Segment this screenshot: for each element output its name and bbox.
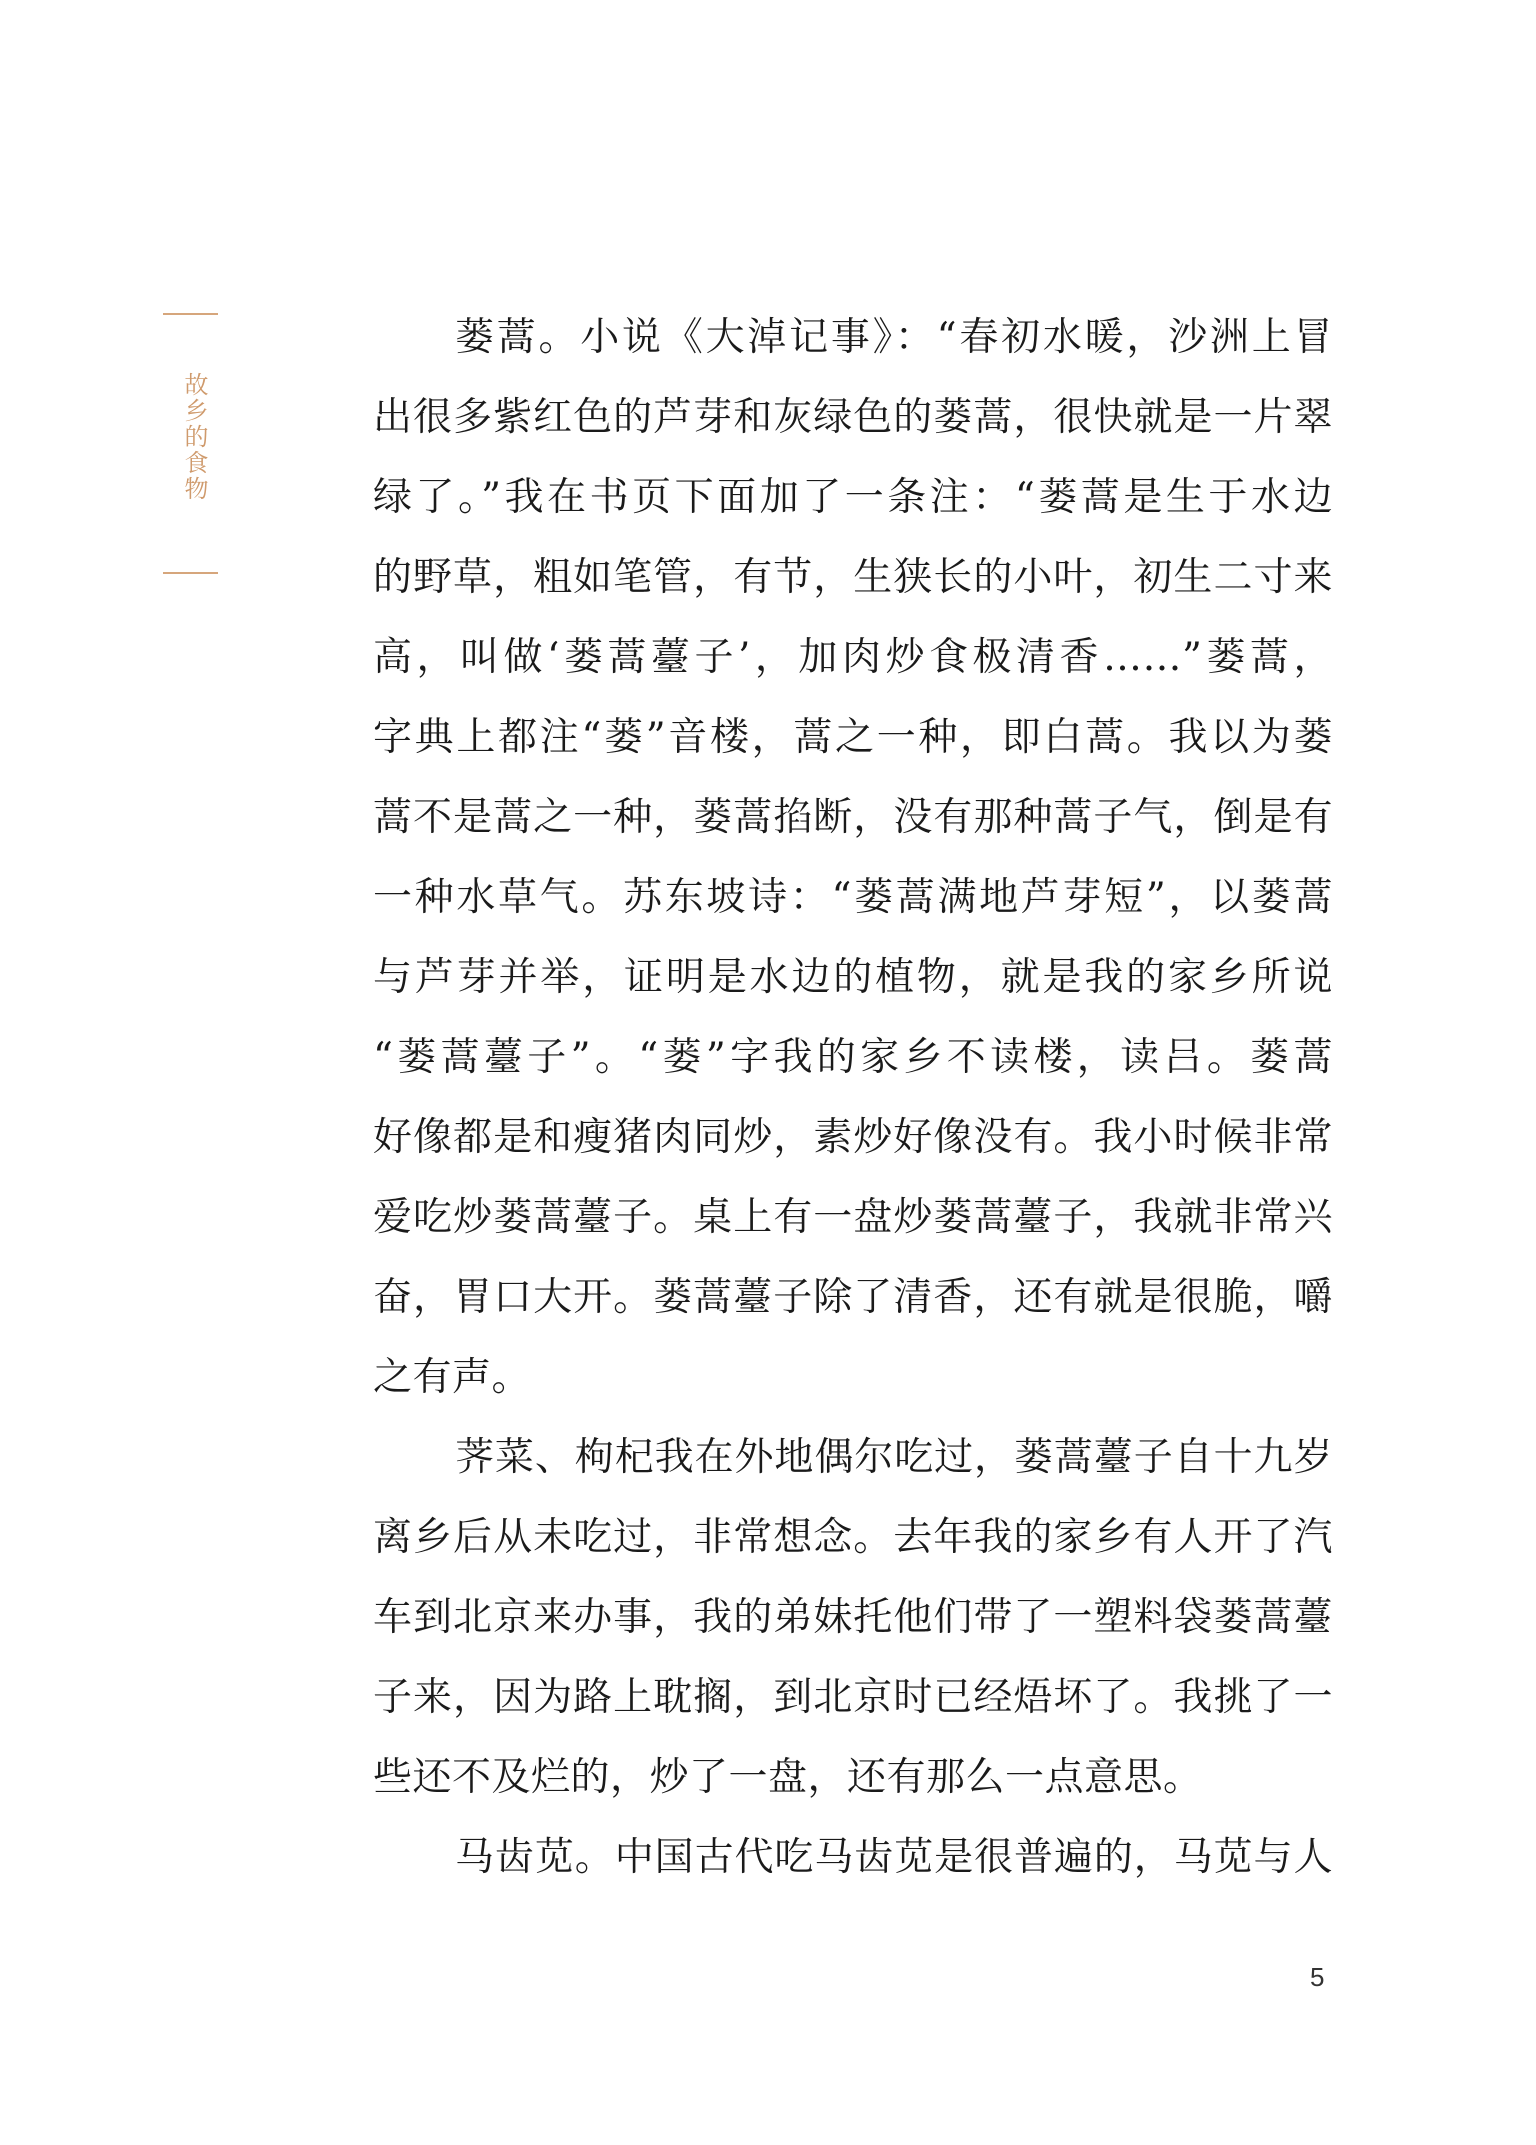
paragraph-line: 离乡后从未吃过，非常想念。去年我的家乡有人开了汽 (373, 1515, 1333, 1560)
paragraph-line: 好像都是和瘦猪肉同炒，素炒好像没有。我小时候非常 (373, 1115, 1333, 1160)
paragraph-line: 之有声。 (373, 1355, 532, 1400)
running-title: 故乡的食物 (180, 372, 208, 502)
paragraph-line: 出很多紫红色的芦芽和灰绿色的蒌蒿，很快就是一片翠 (373, 395, 1333, 440)
paragraph-line: 高，叫做‘蒌蒿薹子’，加肉炒食极清香……”蒌蒿， (373, 635, 1333, 680)
paragraph-line: 蒿不是蒿之一种，蒌蒿掐断，没有那种蒿子气，倒是有 (373, 795, 1333, 840)
paragraph-line: 与芦芽并举，证明是水边的植物，就是我的家乡所说 (373, 955, 1333, 1000)
side-rule-top (163, 313, 218, 315)
paragraph-line: 些还不及烂的，炒了一盘，还有那么一点意思。 (373, 1755, 1203, 1800)
paragraph-line: 绿了。”我在书页下面加了一条注：“蒌蒿是生于水边 (373, 475, 1333, 520)
paragraph-line: 荠菜、枸杞我在外地偶尔吃过，蒌蒿薹子自十九岁 (455, 1435, 1333, 1480)
paragraph-line: 车到北京来办事，我的弟妹托他们带了一塑料袋蒌蒿薹 (373, 1595, 1333, 1640)
paragraph-line: 字典上都注“蒌”音楼，蒿之一种，即白蒿。我以为蒌 (373, 715, 1333, 760)
paragraph-line: 蒌蒿。小说《大淖记事》：“春初水暖，沙洲上冒 (455, 315, 1333, 360)
paragraph-line: 奋，胃口大开。蒌蒿薹子除了清香，还有就是很脆，嚼 (373, 1275, 1333, 1320)
paragraph-line: 一种水草气。苏东坡诗：“蒌蒿满地芦芽短”，以蒌蒿 (373, 875, 1333, 920)
paragraph-line: 子来，因为路上耽搁，到北京时已经焐坏了。我挑了一 (373, 1675, 1333, 1720)
paragraph-line: “蒌蒿薹子”。“蒌”字我的家乡不读楼，读吕。蒌蒿 (373, 1035, 1333, 1080)
page-number: 5 (1310, 1962, 1325, 1992)
body-text (373, 298, 1333, 1898)
side-rule-bottom (163, 572, 218, 574)
paragraph-line: 马齿苋。中国古代吃马齿苋是很普遍的，马苋与人 (455, 1835, 1333, 1880)
paragraph-line: 爱吃炒蒌蒿薹子。桌上有一盘炒蒌蒿薹子，我就非常兴 (373, 1195, 1333, 1240)
paragraph-line: 的野草，粗如笔管，有节，生狭长的小叶，初生二寸来 (373, 555, 1333, 600)
